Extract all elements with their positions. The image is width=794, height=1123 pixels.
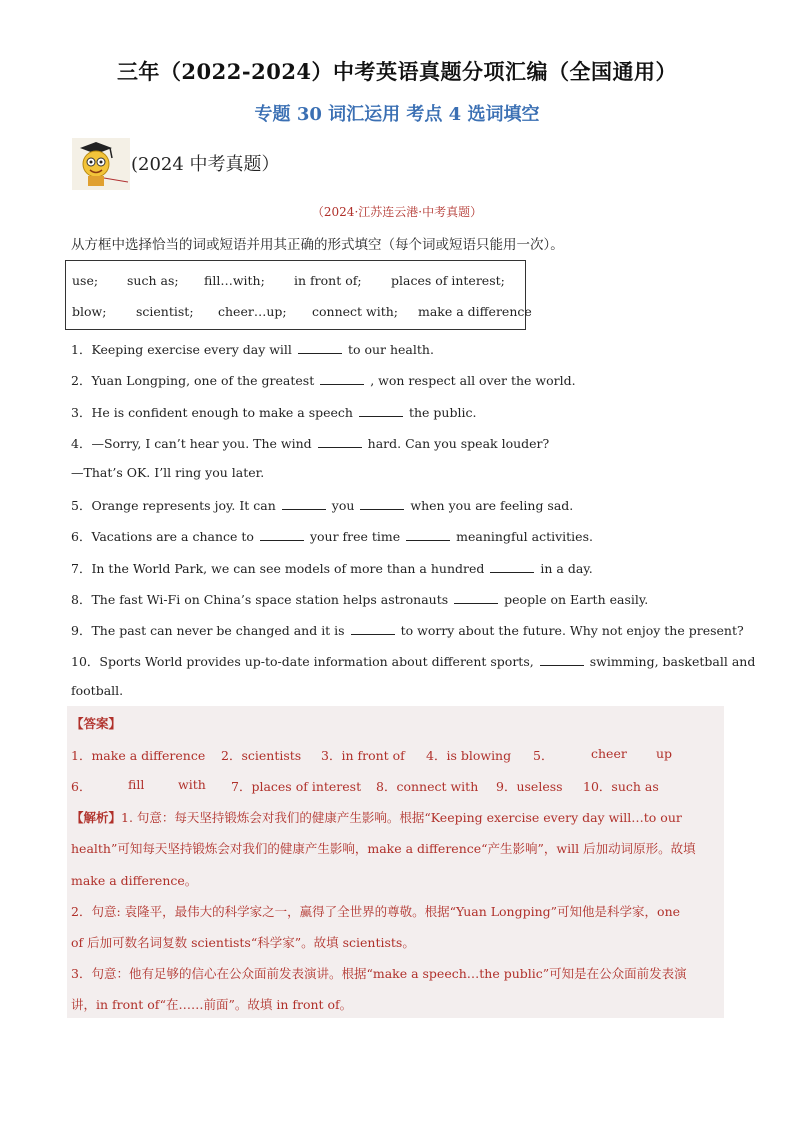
word-option: places of interest; bbox=[391, 273, 505, 288]
analysis-line: make a difference。 bbox=[71, 873, 198, 888]
answer-row: 6． fill with 7．places of interest 8．connect with 9．useless 10．such as bbox=[71, 777, 659, 794]
page-title: 三年（2022-2024）中考英语真题分项汇编（全国通用） bbox=[116, 59, 678, 84]
word-option: fill…with; bbox=[204, 273, 265, 288]
answer-blank[interactable] bbox=[282, 499, 326, 510]
question-item: 1．Keeping exercise every day will to our health. bbox=[71, 342, 434, 357]
word-option: scientist; bbox=[136, 304, 194, 319]
word-option: in front of; bbox=[294, 273, 362, 288]
question-item: 4．—Sorry, I can’t hear you. The wind hard. Can you speak louder? bbox=[71, 436, 550, 451]
analysis-line: of 后加可数名词复数 scientists“科学家”。故填 scientists。 bbox=[71, 935, 415, 950]
answer-blank[interactable] bbox=[406, 530, 450, 541]
word-option: make a difference bbox=[418, 304, 532, 319]
answer-blank[interactable] bbox=[320, 374, 364, 385]
analysis-line: 2．句意: 袁隆平，最伟大的科学家之一，赢得了全世界的尊敬。根据“Yuan Longping”可知他是科学家，one bbox=[71, 904, 681, 919]
answer-blank[interactable] bbox=[298, 343, 342, 354]
question-item: 8．The fast Wi-Fi on China’s space station helps astronauts people on Earth easily. bbox=[71, 592, 649, 607]
answer-row: 1．make a difference 2．scientists 3．in front of 4．is blowing 5． cheer up bbox=[71, 746, 673, 763]
word-option: cheer…up; bbox=[218, 304, 287, 319]
question-item: 9．The past can never be changed and it is to worry about the future. Why not enjoy the present? bbox=[71, 623, 744, 638]
answer-blank[interactable] bbox=[359, 406, 403, 417]
year-heading: (2024 中考真题） bbox=[131, 154, 280, 175]
answer-blank[interactable] bbox=[260, 530, 304, 541]
answer-blank[interactable] bbox=[540, 655, 584, 666]
analysis-line: health”可知每天坚持锻炼会对我们的健康产生影响，make a difference“产生影响”，will 后加动词原形。故填 bbox=[71, 841, 696, 856]
instruction-text: 从方框中选择恰当的词或短语并用其正确的形式填空（每个词或短语只能用一次）。 bbox=[71, 237, 564, 253]
answer-heading: 【答案】 bbox=[71, 716, 122, 731]
source-label: （2024·江苏连云港·中考真题） bbox=[311, 205, 483, 219]
question-continuation: football. bbox=[71, 683, 124, 698]
analysis-line: 3．句意：他有足够的信心在公众面前发表演讲。根据“make a speech…the public”可知是在公众面前发表演 bbox=[71, 966, 687, 981]
word-option: connect with; bbox=[312, 304, 399, 319]
mascot-icon bbox=[72, 138, 130, 190]
answer-blank[interactable] bbox=[454, 593, 498, 604]
answer-blank[interactable] bbox=[490, 562, 534, 573]
topic-subtitle: 专题 30 词汇运用 考点 4 选词填空 bbox=[254, 104, 540, 125]
question-item: 2．Yuan Longping, one of the greatest , won respect all over the world. bbox=[71, 373, 576, 388]
answer-blank[interactable] bbox=[351, 624, 395, 635]
question-item: 3．He is confident enough to make a speech the public. bbox=[71, 405, 477, 420]
word-option: such as; bbox=[127, 273, 179, 288]
word-box bbox=[65, 260, 532, 330]
word-option: blow; bbox=[72, 304, 107, 319]
question-item: 7．In the World Park, we can see models of more than a hundred in a day. bbox=[71, 561, 593, 576]
question-item: 6．Vacations are a chance to your free time meaningful activities. bbox=[71, 529, 593, 544]
question-item: 10．Sports World provides up-to-date information about different sports, swimming, basketball and bbox=[71, 654, 756, 669]
question-item: 5．Orange represents joy. It can you when you are feeling sad. bbox=[71, 498, 574, 513]
question-reply: —That’s OK. I’ll ring you later. bbox=[71, 465, 265, 480]
answer-blank[interactable] bbox=[360, 499, 404, 510]
analysis-heading: 【解析】 bbox=[71, 810, 122, 825]
analysis-line: 讲，in front of“在……前面”。故填 in front of。 bbox=[71, 997, 353, 1012]
analysis-line: 【解析】1. 句意：每天坚持锻炼会对我们的健康产生影响。根据“Keeping exercise every day will…to our bbox=[71, 810, 682, 825]
word-option: use; bbox=[72, 273, 99, 288]
answer-blank[interactable] bbox=[318, 437, 362, 448]
